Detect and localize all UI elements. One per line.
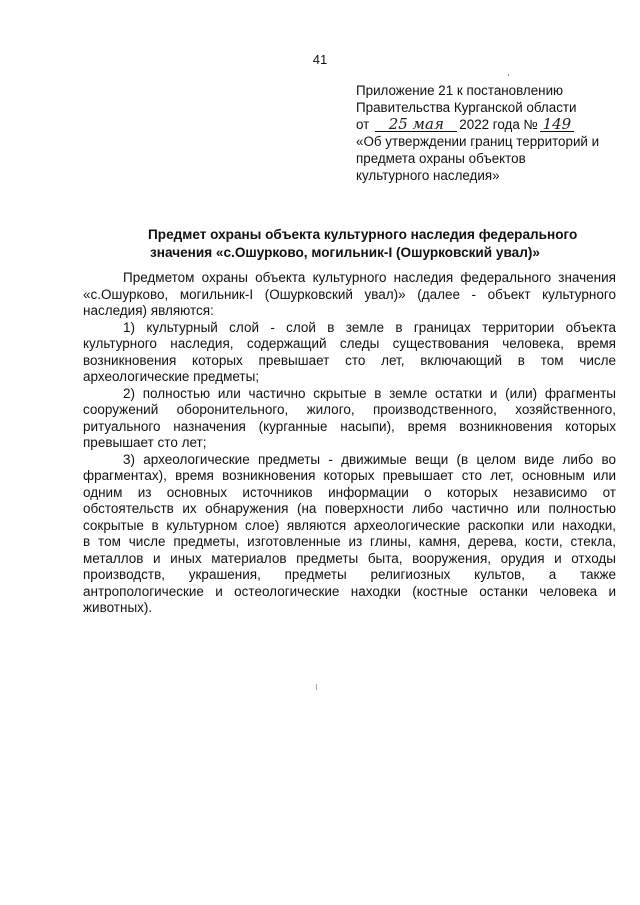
body-line: 1) культурный слой - слой в земле в границах территории объекта xyxy=(123,319,616,335)
title-line: значения «с.Ошурково, могильник-I (Ошурковский увал)» xyxy=(150,245,540,260)
body-line: в том числе предметы, изготовленные из глины, камня, дерева, кости, стекла, xyxy=(83,534,616,549)
body-line: производств, украшения, предметы религиозных культов, а также xyxy=(83,567,616,582)
body-line: сокрытые в культурном слое) являются археологические раскопки или находки, xyxy=(83,517,616,533)
scan-speck xyxy=(508,74,509,76)
appendix-date-line xyxy=(356,116,636,133)
document-body xyxy=(83,270,616,617)
handwritten-number: 149 xyxy=(540,117,574,132)
body-line: археологические предметы; xyxy=(83,369,260,384)
appendix-line: «Об утверждении границ территорий и xyxy=(356,134,600,149)
body-line: обстоятельств их обнаружения (на поверхности либо частично или полностью xyxy=(83,501,616,516)
scan-speck xyxy=(316,684,317,690)
body-line: ритуального назначения (курганные насыпи), время возникновения которых xyxy=(83,418,616,434)
appendix-line: культурного наследия» xyxy=(356,168,500,183)
body-line: культурного наследия, содержащий следы существования человека, время xyxy=(83,336,616,351)
body-line: возникновения которых превышает сто лет, включающий в том числе xyxy=(83,352,616,368)
year-and-number-label: 2022 года № xyxy=(459,117,538,132)
handwritten-date: 25 мая xyxy=(375,117,457,132)
page-number: 41 xyxy=(312,52,328,67)
date-prefix: от xyxy=(356,117,370,132)
document-title xyxy=(148,226,608,262)
body-line: 2) полностью или частично скрытые в земле остатки и (или) фрагменты xyxy=(123,385,616,401)
body-line: 3) археологические предметы - движимые вещи (в целом виде либо во xyxy=(123,451,616,467)
appendix-line: предмета охраны объектов xyxy=(356,151,526,166)
appendix-header xyxy=(356,82,636,184)
body-line: фрагментах), время возникновения которых превышает сто лет, основным или xyxy=(83,468,616,483)
appendix-line: Правительства Курганской области xyxy=(356,100,577,115)
body-line: одним из основных источников информации о которых независимо от xyxy=(83,484,616,500)
body-line: металлов и иных материалов предметы быта, вооружения, орудия и отходы xyxy=(83,550,616,566)
body-line: «с.Ошурково, могильник-I (Ошурковский увал)» (далее - объект культурного xyxy=(83,286,616,302)
body-line: животных). xyxy=(83,600,153,615)
body-line: превышает сто лет; xyxy=(83,435,207,450)
body-line: сооружений оборонительного, жилого, производственного, хозяйственного, xyxy=(83,402,616,417)
title-line: Предмет охраны объекта культурного наследия федерального xyxy=(148,227,578,242)
body-line: наследия) являются: xyxy=(83,303,214,318)
body-line: Предметом охраны объекта культурного наследия федерального значения xyxy=(123,270,616,285)
appendix-line: Приложение 21 к постановлению xyxy=(356,83,564,98)
body-line: антропологические и остеологические находки (костные останки человека и xyxy=(83,583,616,599)
